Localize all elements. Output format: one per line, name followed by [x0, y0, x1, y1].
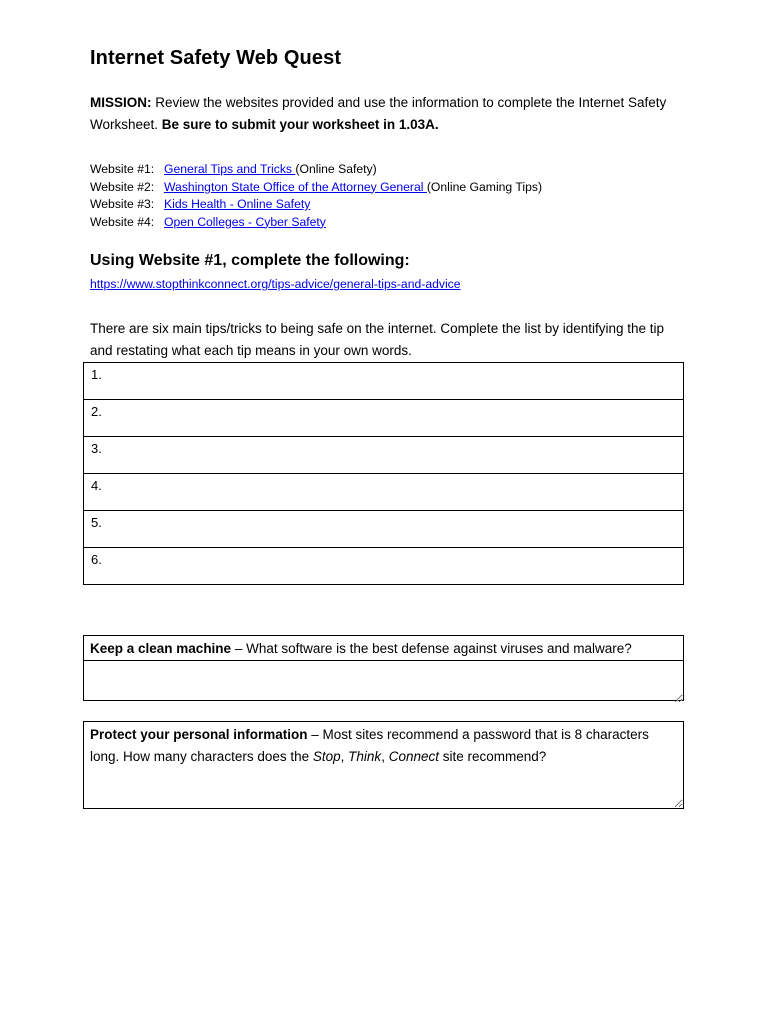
website-item: [90, 179, 542, 197]
website-list: [90, 161, 542, 231]
tip-input-4[interactable]: [112, 478, 676, 506]
mission-paragraph: [90, 92, 680, 136]
website-link-attorney-general[interactable]: Washington State Office of the Attorney General: [164, 179, 427, 194]
website-link-general-tips[interactable]: General Tips and Tricks: [164, 162, 296, 176]
tip-number: 2.: [91, 404, 102, 419]
question-separator: ,: [381, 749, 389, 764]
question-italic-think: Think: [348, 749, 382, 764]
website-link-kids-health[interactable]: Kids Health - Online Safety: [164, 197, 311, 211]
website-prefix: Website #3:: [90, 197, 155, 211]
question-text-end: site recommend?: [439, 749, 547, 764]
website-link-open-colleges[interactable]: Open Colleges - Cyber Safety: [164, 214, 326, 229]
tips-row: [84, 511, 683, 548]
answer-field-personal-info[interactable]: [84, 768, 683, 808]
tip-input-6[interactable]: [112, 552, 676, 580]
tips-row: [84, 548, 683, 584]
tips-table: [83, 362, 684, 585]
question-text: – Most sites recommend a password that is 8 characters long. How many characters does the: [90, 727, 649, 764]
website-prefix: Website #1:: [90, 162, 155, 176]
website-suffix: (Online Safety): [295, 162, 377, 176]
tip-input-3[interactable]: [112, 441, 676, 469]
website-item: [90, 161, 542, 179]
tips-row: [84, 363, 683, 400]
section-heading: Using Website #1, complete the following:: [90, 252, 410, 269]
question-personal-info: [83, 721, 684, 809]
question-prompt: [84, 722, 683, 768]
website-item: [90, 214, 542, 232]
question-italic-connect: Connect: [388, 749, 439, 764]
page-title: Internet Safety Web Quest: [90, 47, 342, 69]
section-url: [90, 277, 461, 291]
website-prefix: Website #4:: [90, 214, 155, 229]
question-topic: Protect your personal information: [90, 727, 308, 742]
tip-number: 1.: [91, 367, 102, 382]
tip-number: 3.: [91, 441, 102, 456]
tips-row: [84, 437, 683, 474]
mission-text: Review the websites provided and use the information to complete the Internet Safety Worksheet.: [90, 95, 667, 132]
website-item: [90, 196, 542, 214]
tip-number: 4.: [91, 478, 102, 493]
tip-input-2[interactable]: [112, 404, 676, 432]
tips-row: [84, 474, 683, 511]
question-clean-machine: [83, 635, 684, 701]
question-topic: Keep a clean machine: [90, 641, 232, 656]
website-suffix: (Online Gaming Tips): [426, 179, 543, 194]
question-text: – What software is the best defense against viruses and malware?: [231, 641, 632, 656]
question-italic-stop: Stop: [312, 749, 341, 764]
instructions-paragraph: There are six main tips/tricks to being safe on the internet. Complete the list by identifying the tip and restating what each tip means in your own words.: [90, 321, 665, 358]
stopthinkconnect-link[interactable]: https://www.stopthinkconnect.org/tips-advice/general-tips-and-advice: [90, 277, 461, 291]
tip-input-5[interactable]: [112, 515, 676, 543]
mission-label: MISSION:: [90, 95, 152, 110]
answer-field-clean-machine[interactable]: [84, 661, 683, 703]
mission-emphasis: Be sure to submit your worksheet in 1.03A.: [161, 117, 439, 132]
tip-number: 6.: [91, 552, 102, 567]
tip-number: 5.: [91, 515, 102, 530]
website-prefix: Website #2:: [90, 179, 155, 194]
question-prompt: [84, 636, 683, 661]
question-separator: ,: [340, 749, 349, 764]
tip-input-1[interactable]: [112, 367, 676, 395]
tips-row: [84, 400, 683, 437]
